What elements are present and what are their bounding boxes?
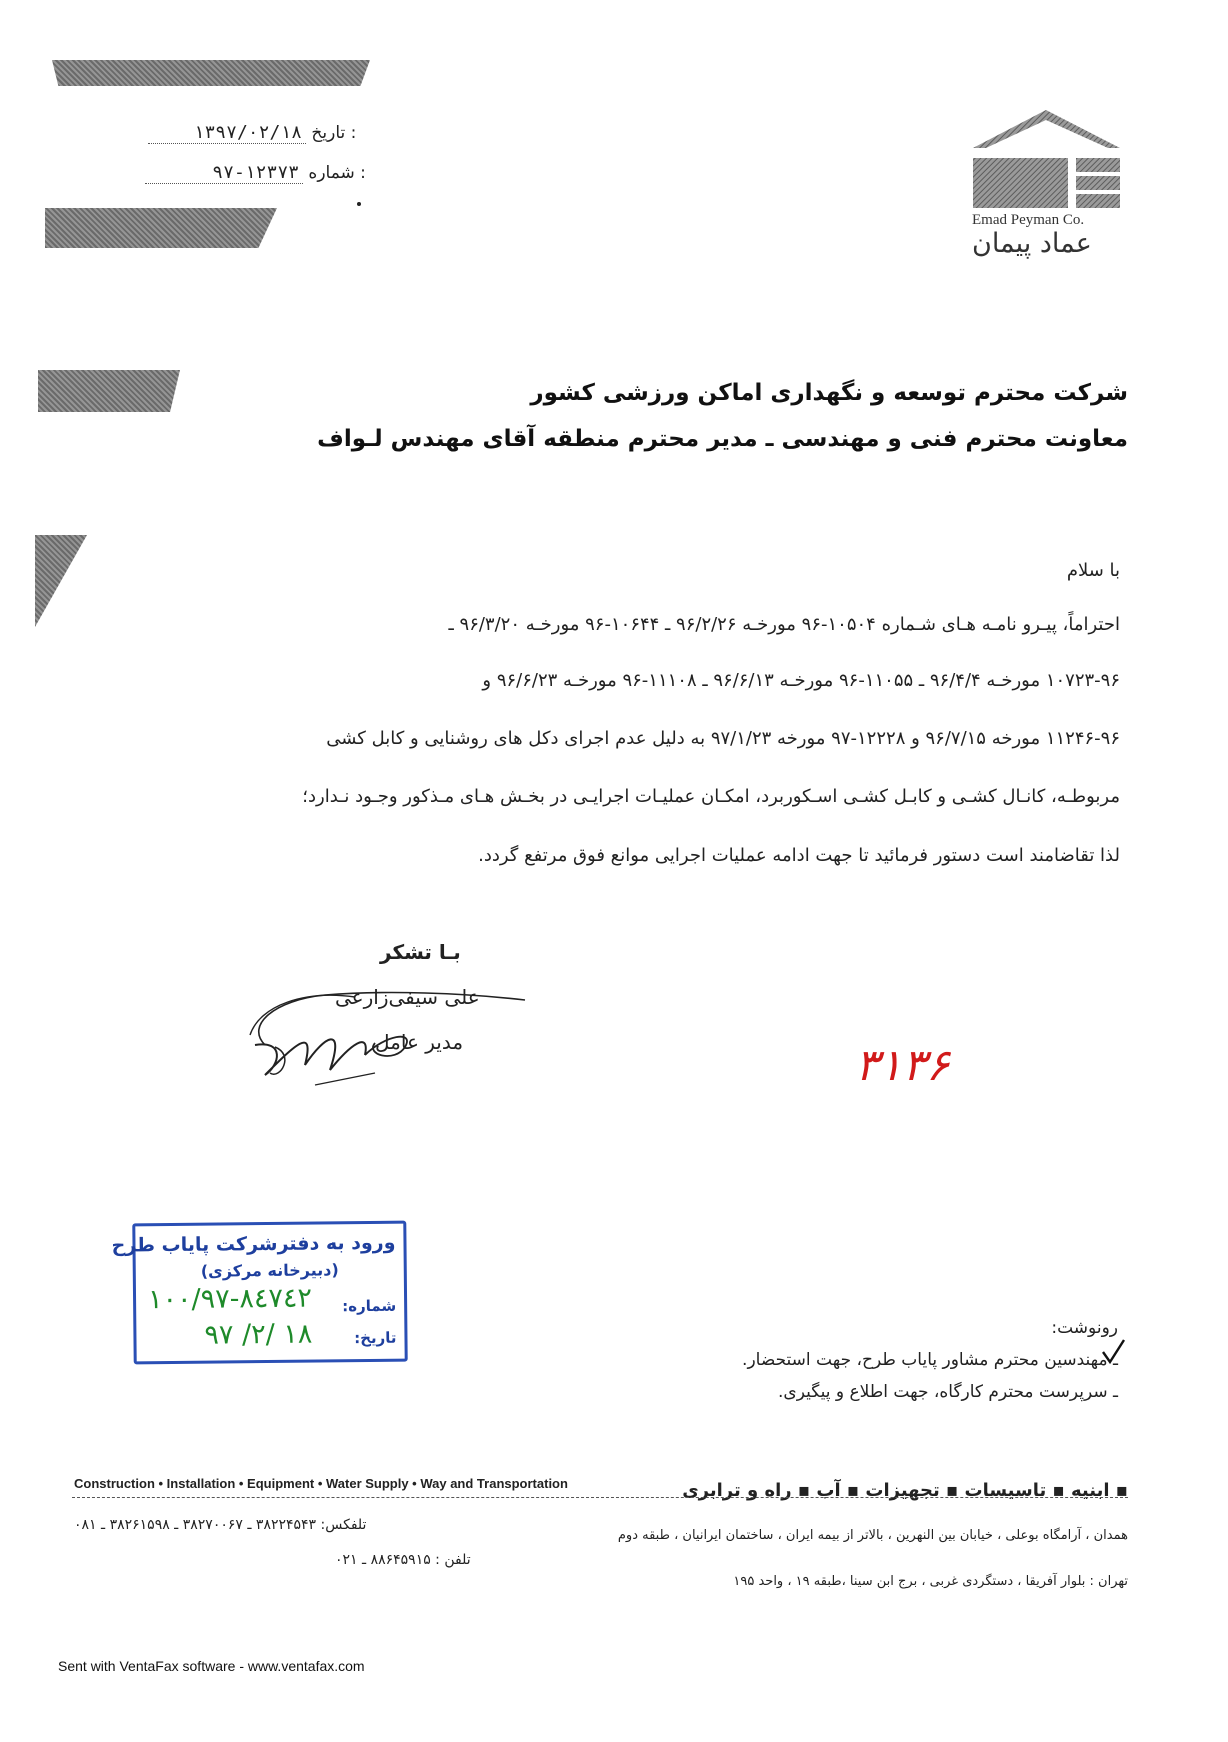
number-line (145, 162, 366, 184)
stamp-number-label: شماره: (342, 1296, 397, 1316)
closing-thanks: بـا تشکر (380, 940, 461, 964)
cc-item-consultant: ـ مهندسین محترم مشاور پایاب طرح، جهت استحضار. (742, 1350, 1118, 1370)
logo-name-en: Emad Peyman Co. (972, 212, 1085, 228)
recipient-company: شرکت محترم توسعه و نگهداری اماکن ورزشی کشور (530, 380, 1128, 406)
greeting: با سلام (1066, 560, 1120, 581)
date-label: : تاریخ (311, 123, 357, 143)
footer-services-fa: ▪ ابنیه ▪ تاسیسات ▪ تجهیزات ▪ آب ▪ راه و ترابری (682, 1480, 1128, 1501)
body-line-1: احتراماً، پیـرو نامـه هـای شـماره ۱۰۵۰۴-۹۶ مورخـه ۹۶/۲/۲۶ ـ ۱۰۶۴۴-۹۶ مورخـه ۹۶/۳/۲۰ ـ (448, 614, 1120, 635)
body-line-5: لذا تقاضامند است دستور فرمائید تا جهت ادامه عملیات اجرایی موانع فوق مرتفع گردد. (478, 845, 1120, 866)
body-line-2: ۱۰۷۲۳-۹۶ مورخـه ۹۶/۴/۴ ـ ۱۱۰۵۵-۹۶ مورخـه ۹۶/۶/۱۳ ـ ۱۱۱۰۸-۹۶ مورخـه ۹۶/۶/۲۳ و (482, 670, 1120, 691)
address-hamedan: همدان ، آرامگاه بوعلی ، خیابان بین النهرین ، بالاتر از بیمه ایران ، ساختمان ایرانیان ، طبقه دوم (617, 1528, 1128, 1543)
recipient-department: معاونت محترم فنی و مهندسی ـ مدیر محترم منطقه آقای مهندس لـواف (317, 426, 1128, 452)
stamp-subtitle: (دبیرخانه مرکزی) (200, 1260, 339, 1281)
footer-services-en: Construction • Installation • Equipment • Water Supply • Way and Transportation (74, 1476, 568, 1491)
ink-dot (357, 202, 361, 206)
redaction-bar-left (38, 370, 180, 412)
signer-title: مدیر عامل (375, 1030, 464, 1054)
body-line-4: مربوطـه، کانـال کشـی و کابـل کشـی اسـکوربرد، امکـان عملیـات اجرایـی در بخـش هـای مـذکور وجـود نـدارد؛ (302, 786, 1120, 807)
stamp-number-value: ۱۰۰/۹۷-۸٤٧٤٢ (147, 1282, 313, 1316)
footer-divider (72, 1497, 1128, 1498)
stamp-date-label: تاریخ: (354, 1328, 397, 1348)
stamp-date-value: ۹۷ /۲/ ۱۸ (204, 1318, 313, 1351)
receipt-stamp (111, 1221, 407, 1365)
cc-item-site-supervisor: ـ سرپرست محترم کارگاه، جهت اطلاع و پیگیری. (778, 1382, 1118, 1402)
date-value: ۱۳۹۷/۰۲/۱۸ (148, 122, 306, 144)
number-label: : شماره (308, 163, 366, 183)
address-tehran: تهران : بلوار آفریقا ، دستگردی غربی ، برج ابن سینا ،طبقه ۱۹ ، واحد ۱۹۵ (733, 1574, 1128, 1589)
handwritten-reference-number: ۳۱۳۶ (855, 1040, 950, 1091)
fax-software-note: Sent with VentaFax software - www.ventafax.com (58, 1658, 365, 1674)
signature (235, 985, 535, 1095)
phone-tehran: تلفن : ۸۸۶۴۵۹۱۵ ـ ۰۲۱ (335, 1552, 471, 1568)
body-line-3: ۱۱۲۴۶-۹۶ مورخه ۹۶/۷/۱۵ و ۱۲۲۲۸-۹۷ مورخه ۹۷/۱/۲۳ به دلیل عدم اجرای دکل های روشنایی و کابل کشی (326, 728, 1120, 749)
phones-hamedan: تلفکس: ۳۸۲۲۴۵۴۳ ـ ۳۸۲۷۰۰۶۷ ـ ۳۸۲۶۱۵۹۸ ـ ۰۸۱ (74, 1517, 367, 1533)
number-value: ۹۷-۱۲۳۷۳ (145, 162, 303, 184)
date-line (148, 122, 356, 144)
redaction-bar-top (52, 60, 370, 86)
signer-name: علی سیفی‌زارعی (335, 985, 480, 1009)
redaction-bar-mid (45, 208, 277, 248)
cc-label: رونوشت: (1051, 1318, 1118, 1338)
redaction-wedge (35, 535, 87, 627)
logo-name-fa: عماد پیمان (972, 228, 1092, 259)
checkmark-icon (1100, 1338, 1126, 1366)
stamp-title: ورود به دفترشرکت پایاب طرح (111, 1231, 396, 1257)
